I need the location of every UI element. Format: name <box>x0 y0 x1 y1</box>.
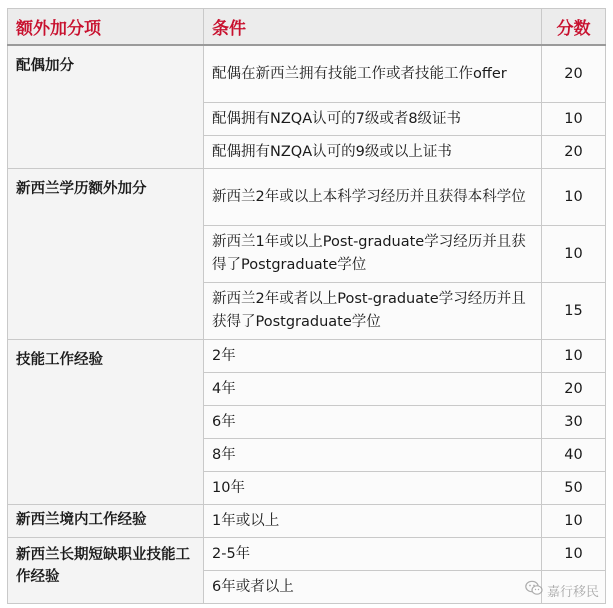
table-row <box>8 538 606 571</box>
condition-cell: 新西兰2年或者以上Post-graduate学习经历并且获得了Postgraduate学位 <box>204 283 542 340</box>
condition-cell: 配偶拥有NZQA认可的7级或者8级证书 <box>204 103 542 136</box>
condition-cell: 8年 <box>204 439 542 472</box>
points-cell: 20 <box>542 373 606 406</box>
points-cell: 10 <box>542 226 606 283</box>
condition-cell: 10年 <box>204 472 542 505</box>
category-cell: 新西兰学历额外加分 <box>8 169 204 340</box>
watermark-text: 嘉行移民 <box>546 584 599 600</box>
points-cell: 10 <box>542 340 606 373</box>
points-table <box>7 8 606 604</box>
header-points: 分数 <box>542 9 606 46</box>
condition-cell: 6年或者以上 <box>204 571 542 604</box>
header-category: 额外加分项 <box>8 9 204 46</box>
table-row <box>8 340 606 373</box>
condition-cell: 新西兰1年或以上Post-graduate学习经历并且获得了Postgraduate学位 <box>204 226 542 283</box>
condition-cell: 6年 <box>204 406 542 439</box>
points-cell: 10 <box>542 505 606 538</box>
header-condition: 条件 <box>204 9 542 46</box>
condition-cell: 配偶在新西兰拥有技能工作或者技能工作offer <box>204 45 542 103</box>
condition-cell: 2-5年 <box>204 538 542 571</box>
points-cell: 50 <box>542 472 606 505</box>
wechat-icon <box>525 580 543 600</box>
category-cell: 新西兰境内工作经验 <box>8 505 204 538</box>
points-cell: 10 <box>542 103 606 136</box>
condition-cell: 2年 <box>204 340 542 373</box>
condition-cell: 配偶拥有NZQA认可的9级或以上证书 <box>204 136 542 169</box>
category-cell: 新西兰长期短缺职业技能工作经验 <box>8 538 204 604</box>
points-cell: 40 <box>542 439 606 472</box>
table-row <box>8 45 606 103</box>
points-cell: 10 <box>542 538 606 571</box>
points-cell: 10 <box>542 169 606 226</box>
points-cell: 30 <box>542 406 606 439</box>
table-row <box>8 505 606 538</box>
condition-cell: 1年或以上 <box>204 505 542 538</box>
category-cell: 技能工作经验 <box>8 340 204 505</box>
header-row <box>8 9 606 46</box>
condition-cell: 4年 <box>204 373 542 406</box>
condition-cell: 新西兰2年或以上本科学习经历并且获得本科学位 <box>204 169 542 226</box>
points-cell: 15 <box>542 283 606 340</box>
table-row <box>8 169 606 226</box>
points-cell: 20 <box>542 45 606 103</box>
points-cell: 20 <box>542 136 606 169</box>
category-cell: 配偶加分 <box>8 45 204 169</box>
watermark <box>525 580 599 600</box>
